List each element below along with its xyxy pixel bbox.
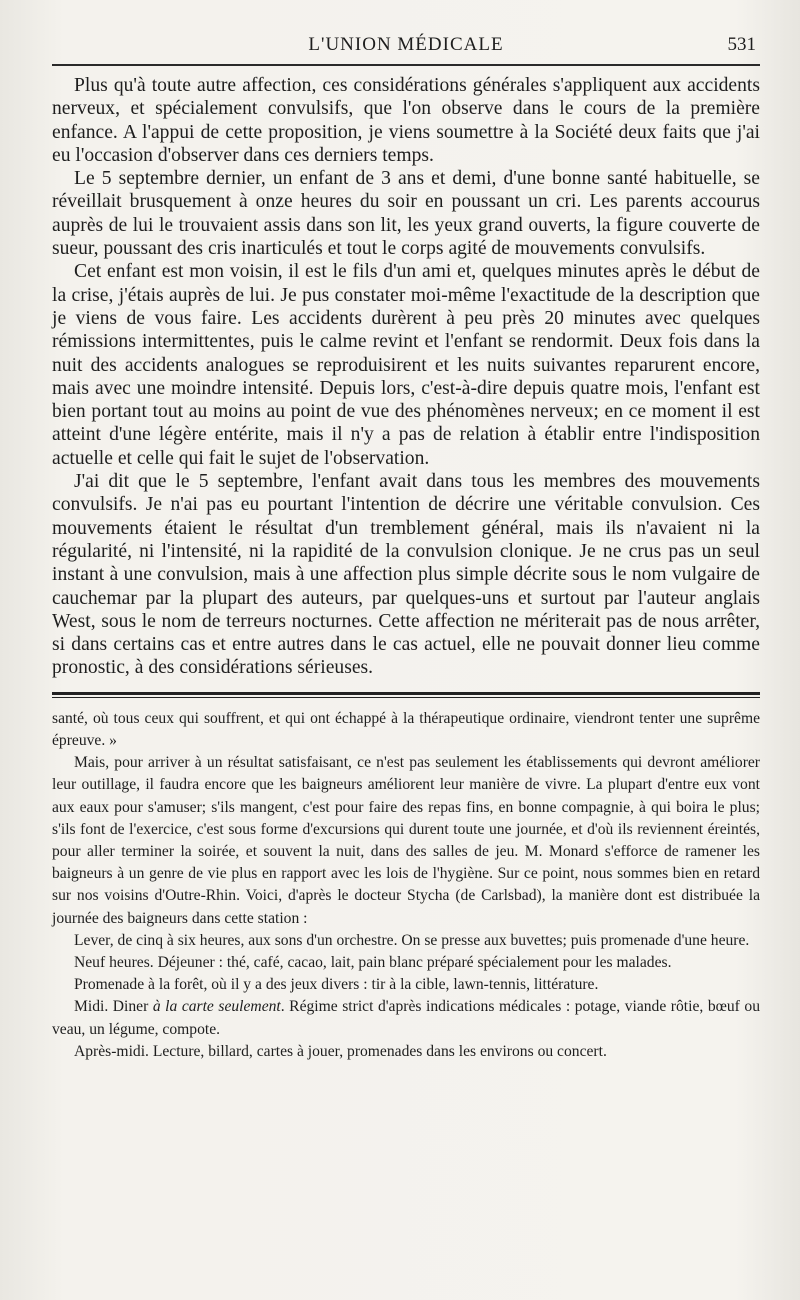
note-paragraph: Mais, pour arriver à un résultat satisfaisant, ce n'est pas seulement les établissements qui devront améliorer leur outillage, il faudra encore que les baigneurs améliorent leur manière de vivre. La plupart d'entre eux vont aux eaux pour s'amuser; s'ils mangent, c'est pour faire des repas fins, en bonne compagnie, à qui boira le plus; s'ils font de l'exercice, c'est sous forme d'excursions qui durent toute une journée, et d'où ils reviennent éreintés, pour aller terminer la soirée, et souvent la nuit, dans des salles de jeu. M. Monard s'efforce de ramener les baigneurs à un genre de vie plus en rapport avec les lois de l'hygiène. Sur ce point, nous sommes bien en retard sur nos voisins d'Outre-Rhin. Voici, d'après le docteur Stycha (de Carlsbad), la manière dont est distribuée la journée des baigneurs dans cette station : <box>52 754 760 927</box>
page-number: 531 <box>727 34 756 55</box>
midi-italic: à la carte seulement <box>152 998 281 1016</box>
main-article-text <box>52 74 760 680</box>
schedule-item: Après-midi. Lecture, billard, cartes à jouer, promenades dans les environs ou concert. <box>74 1042 607 1060</box>
schedule-item: Lever, de cinq à six heures, aux sons d'un orchestre. On se presse aux buvettes; puis promenade d'une heure. <box>74 931 750 949</box>
running-title: L'UNION MÉDICALE <box>308 34 504 55</box>
main-paragraph: Cet enfant est mon voisin, il est le fils d'un ami et, quelques minutes après le début de la crise, j'étais auprès de lui. Je pus constater moi-même l'exactitude de la description que je viens de vous faire. Les accidents durèrent à peu près 20 minutes avec quelques rémissions intermittentes, puis le calme revint et l'enfant se rendormit. Deux fois dans la nuit des accidents analogues se reproduisirent et les nuits suivantes reparurent encore, mais avec une moindre intensité. Depuis lors, c'est-à-dire depuis quatre mois, l'enfant est bien portant tout au moins au point de vue des phénomènes nerveux; en ce moment il est atteint d'une légère entérite, mais il n'y a pas de relation à établir entre l'indisposition actuelle et celle qui fait le sujet de l'observation. <box>52 261 760 469</box>
schedule-item: Neuf heures. Déjeuner : thé, café, cacao, lait, pain blanc préparé spécialement pour les malades. <box>74 953 672 971</box>
main-paragraph: J'ai dit que le 5 septembre, l'enfant avait dans tous les membres des mouvements convulsifs. Je n'ai pas eu pourtant l'intention de décrire une véritable convulsion. Ces mouvements étaient le résultat d'un tremblement général, mais ils n'avaient ni la régularité, ni l'intensité, ni la rapidité de la convulsion clonique. Je ne crus pas un seul instant à une convulsion, mais à une affection plus simple décrite sous le nom vulgaire de cauchemar par la plupart des auteurs, par quelques-uns et surtout par l'auteur anglais West, sous le nom de terreurs nocturnes. Cette affection ne mériterait pas de nous arrêter, si dans certains cas et entre autres dans le cas actuel, elle ne pouvait donner lieu comme pronostic, à des considérations sérieuses. <box>52 471 760 679</box>
schedule-item: Promenade à la forêt, où il y a des jeux divers : tir à la cible, lawn-tennis, littérature. <box>74 976 599 994</box>
midi-start: Midi. Diner <box>74 998 153 1016</box>
schedule-item-midi <box>52 996 760 1040</box>
lower-column-text <box>52 708 760 1063</box>
header-rule <box>52 64 760 66</box>
section-divider <box>52 692 760 698</box>
midi-end: . Régime strict d'après indications médicales : potage, viande rôtie, bœuf ou veau, un légume, compote. <box>52 998 760 1038</box>
main-paragraph: Le 5 septembre dernier, un enfant de 3 ans et demi, d'une bonne santé habituelle, se réveillait brusquement à onze heures du soir en poussant un cri. Les parents accourus auprès de lui le trouvaient assis dans son lit, les yeux grand ouverts, la figure couverte de sueur, poussant des cris inarticulés et tout le corps agité de mouvements convulsifs. <box>52 168 760 260</box>
main-paragraph: Plus qu'à toute autre affection, ces considérations générales s'appliquent aux accidents nerveux, et spécialement convulsifs, que l'on observe dans le cours de la première enfance. A l'appui de cette proposition, je viens soumettre à la Société deux faits que j'ai eu l'occasion d'observer dans ces derniers temps. <box>52 75 760 166</box>
continuation-paragraph: santé, où tous ceux qui souffrent, et qui ont échappé à la thérapeutique ordinaire, viendront tenter une suprême épreuve. » <box>52 709 760 749</box>
page-header <box>52 28 760 64</box>
